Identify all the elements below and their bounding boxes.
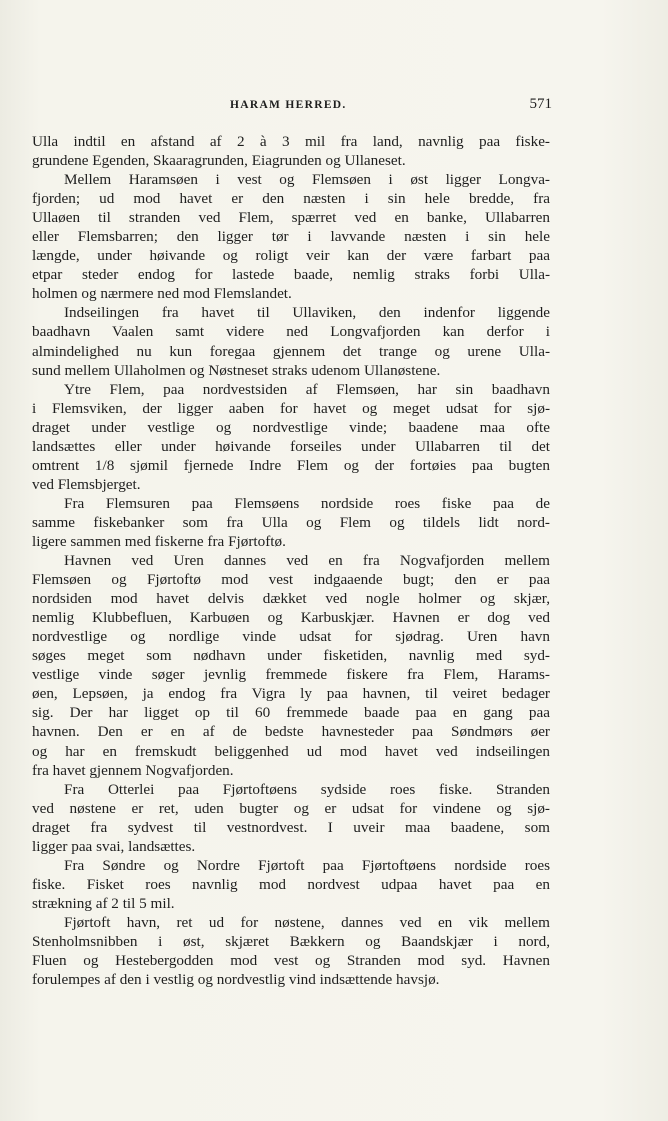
text-line: længde, under høivande og roligt veir kan der være farbart paa xyxy=(32,247,550,265)
text-line: nordsiden mod havet delvis dækket ved nogle holmer og skjær, xyxy=(32,590,550,608)
text-line: ligger paa svai, landsættes. xyxy=(32,837,196,855)
text-line: baadhavn Vaalen samt videre ned Longvafjorden kan derfor i xyxy=(32,323,550,341)
text-line: nordvestlige og nordlige vinde udsat for sjødrag. Uren havn xyxy=(32,628,550,646)
text-line: og har en fremskudt beliggenhed ud mod havet ved indseilingen xyxy=(32,742,550,760)
text-line: strækning af 2 til 5 mil. xyxy=(32,894,175,912)
text-line: Fra Otterlei paa Fjørtoftøens sydside roes fiske. Stranden xyxy=(64,780,550,798)
text-line: ved nøstene er ret, uden bugter og er udsat for vindene og sjø- xyxy=(32,799,550,817)
text-line: fra havet gjennem Nogvafjorden. xyxy=(32,761,234,779)
text-line: Flemsøen og Fjørtoftø mod vest indgaaende bugt; den er paa xyxy=(32,571,550,589)
text-line: Havnen ved Uren dannes ved en fra Nogvafjorden mellem xyxy=(64,552,550,570)
page-header xyxy=(32,96,552,116)
text-line: Fjørtoft havn, ret ud for nøstene, dannes ved en vik mellem xyxy=(64,913,550,931)
text-line: fjorden; ud mod havet er den næsten i sin hele bredde, fra xyxy=(32,190,550,208)
text-line: sund mellem Ullaholmen og Nøstneset straks udenom Ullanøstene. xyxy=(32,361,441,379)
text-line: ligere sammen med fiskerne fra Fjørtoftø. xyxy=(32,532,286,550)
text-line: i Flemsviken, der ligger aaben for havet og meget udsat for sjø- xyxy=(32,399,550,417)
running-head: HARAM HERRED. xyxy=(230,99,347,111)
text-line: Fra Flemsuren paa Flemsøens nordside roes fiske paa de xyxy=(64,494,550,512)
text-line: eller Flemsbarren; den ligger tør i lavvande næsten i sin hele xyxy=(32,228,550,246)
page-number: 571 xyxy=(529,96,552,112)
text-line: forulempes af den i vestlig og nordvestlig vind indsættende havsjø. xyxy=(32,971,440,989)
text-line: ved Flemsbjerget. xyxy=(32,475,141,493)
text-line: almindelighed nu kun foregaa gjennem det trange og urene Ulla- xyxy=(32,342,550,360)
text-line: holmen og nærmere ned mod Flemslandet. xyxy=(32,285,292,303)
text-line: etpar steder endog for lastede baade, nemlig straks forbi Ulla- xyxy=(32,266,550,284)
body-text xyxy=(32,132,550,989)
text-line: grundene Egenden, Skaaragrunden, Eiagrunden og Ullaneset. xyxy=(32,152,406,170)
text-line: havnen. Den er en af de bedste havnesteder paa Søndmørs øer xyxy=(32,723,550,741)
text-line: Fra Søndre og Nordre Fjørtoft paa Fjørtoftøens nordside roes xyxy=(64,856,550,874)
text-line: landsættes eller under høivande forseiles under Ullabarren til det xyxy=(32,437,550,455)
text-line: Stenholmsnibben i øst, skjæret Bækkern og Baandskjær i nord, xyxy=(32,932,550,950)
text-line: draget under vestlige og nordvestlige vinde; baadene maa ofte xyxy=(32,418,550,436)
text-line: nemlig Klubbefluen, Karbuøen og Karbuskjær. Havnen er dog ved xyxy=(32,609,550,627)
text-line: Ytre Flem, paa nordvestsiden af Flemsøen, har sin baadhavn xyxy=(64,380,550,398)
text-line: øen, Lepsøen, ja endog fra Vigra ly paa havnen, til veiret bedager xyxy=(32,685,550,703)
text-line: sig. Der har ligget op til 60 fremmede baade paa en gang paa xyxy=(32,704,550,722)
text-line: Indseilingen fra havet til Ullaviken, den indenfor liggende xyxy=(64,304,550,322)
text-line: søges meget som nødhavn under fisketiden, navnlig med syd- xyxy=(32,647,550,665)
text-line: Mellem Haramsøen i vest og Flemsøen i øst ligger Longva- xyxy=(64,171,550,189)
text-line: Ullaøen til stranden ved Flem, spærret ved en banke, Ullabarren xyxy=(32,209,550,227)
text-line: draget fra sydvest til vestnordvest. I uveir maa baadene, som xyxy=(32,818,550,836)
text-line: Ulla indtil en afstand af 2 à 3 mil fra land, navnlig paa fiske- xyxy=(32,133,550,150)
text-line: vestlige vinde søger jevnlig fremmede fiskere fra Flem, Harams- xyxy=(32,666,550,684)
text-line: omtrent 1/8 sjømil fjernede Indre Flem og der fortøies paa bugten xyxy=(32,456,550,474)
text-line: samme fiskebanker som fra Ulla og Flem og tildels lidt nord- xyxy=(32,513,550,531)
text-line: Fluen og Hestebergodden mod vest og Stranden mod syd. Havnen xyxy=(32,952,550,970)
text-line: fiske. Fisket roes navnlig mod nordvest udpaa havet paa en xyxy=(32,875,550,893)
